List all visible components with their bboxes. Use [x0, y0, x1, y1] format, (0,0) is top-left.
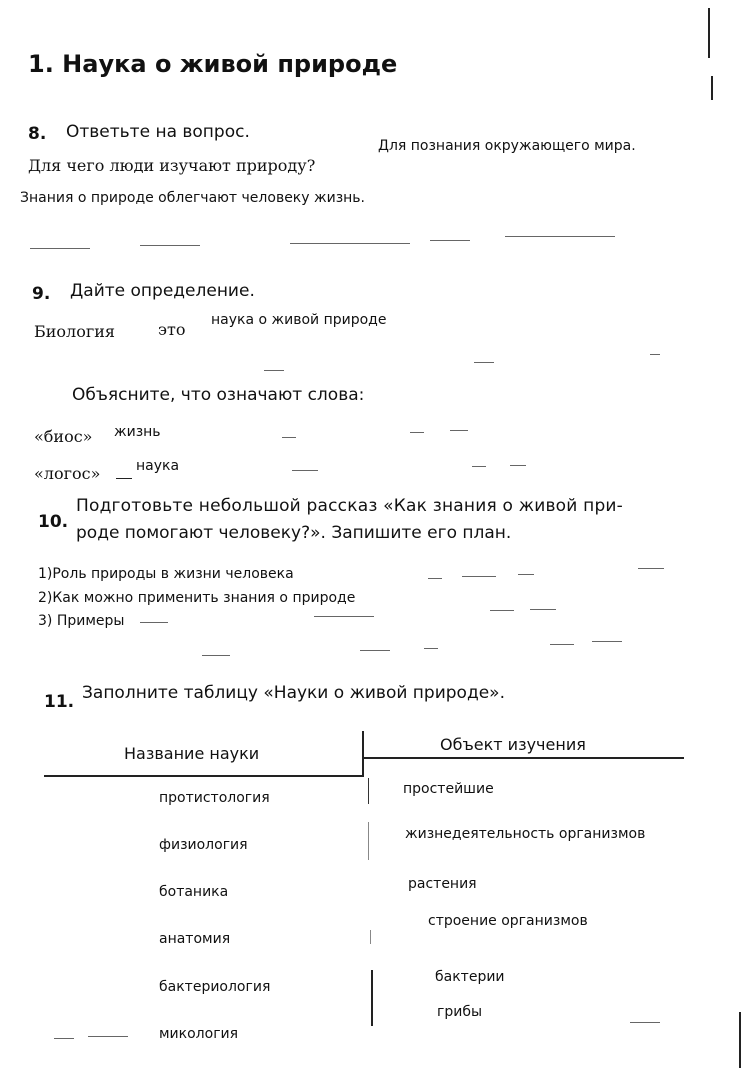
- answer-line: [510, 465, 526, 466]
- q10-prompt-line-2: роде помогают человеку?». Запишите его план.: [76, 523, 512, 543]
- q11-prompt: Заполните таблицу «Науки о живой природе».: [82, 683, 505, 703]
- answer-line: [505, 236, 615, 237]
- answer-line: [410, 432, 424, 433]
- q9-bios-answer: жизнь: [114, 424, 161, 440]
- answer-line: [292, 470, 318, 471]
- table-row-object: растения: [408, 876, 477, 892]
- answer-line: [630, 1022, 660, 1023]
- q10-plan-item-3: 3) Примеры: [38, 613, 125, 629]
- table-row-science: протистология: [159, 790, 270, 806]
- answer-line: [140, 622, 168, 623]
- q8-answer-2: Знания о природе облегчают человеку жизнь.: [20, 190, 366, 206]
- margin-mark: [739, 1012, 741, 1068]
- answer-line: [490, 610, 514, 611]
- answer-line: [282, 437, 296, 438]
- q8-answer-1: Для познания окружающего мира.: [378, 138, 636, 154]
- answer-line: [290, 243, 410, 244]
- q8-prompt: Ответьте на вопрос.: [66, 122, 250, 142]
- table-column-divider: [371, 970, 373, 1026]
- answer-line: [88, 1036, 128, 1037]
- table-header-divider: [44, 775, 364, 777]
- table-row-science: анатомия: [159, 931, 231, 947]
- table-column-divider: [368, 822, 369, 860]
- answer-line: [428, 578, 442, 579]
- q10-number: 10.: [38, 512, 69, 532]
- table-row-object: жизнедеятельность организмов: [405, 826, 646, 842]
- table-row-object: грибы: [437, 1004, 483, 1020]
- answer-line: [202, 655, 230, 656]
- table-row-science: бактериология: [159, 979, 271, 995]
- table-row-science: ботаника: [159, 884, 229, 900]
- q9-definition: наука о живой природе: [211, 312, 387, 328]
- table-header-object: Объект изучения: [440, 735, 586, 754]
- margin-mark: [711, 76, 713, 100]
- answer-line: [592, 641, 622, 642]
- page-title: 1. Наука о живой природе: [28, 50, 398, 78]
- q10-prompt-line-1: Подготовьте небольшой рассказ «Как знания о живой при-: [76, 496, 624, 516]
- answer-line: [424, 648, 438, 649]
- q9-dash-word: это: [158, 320, 186, 339]
- q9-explain-prompt: Объясните, что означают слова:: [72, 385, 365, 405]
- table-column-divider: [362, 731, 364, 775]
- table-row-science: физиология: [159, 837, 248, 853]
- q9-logos-answer: наука: [136, 458, 180, 474]
- answer-line: [474, 362, 494, 363]
- table-row-science: микология: [159, 1026, 239, 1042]
- q8-number: 8.: [28, 124, 47, 144]
- table-header-divider: [364, 757, 684, 759]
- answer-line: [140, 245, 200, 246]
- answer-line: [550, 644, 574, 645]
- answer-line: [116, 478, 132, 479]
- table-column-divider: [368, 778, 369, 804]
- answer-line: [518, 574, 534, 575]
- answer-line: [450, 430, 468, 431]
- answer-line: [650, 354, 660, 355]
- answer-line: [430, 240, 470, 241]
- answer-line: [54, 1038, 74, 1039]
- table-row-object: строение организмов: [428, 913, 588, 929]
- margin-mark: [708, 8, 710, 58]
- answer-line: [30, 248, 90, 249]
- q10-plan-item-2: 2)Как можно применить знания о природе: [38, 590, 356, 606]
- q11-number: 11.: [44, 692, 75, 712]
- answer-line: [264, 370, 284, 371]
- q9-term: Биология: [34, 322, 115, 341]
- answer-line: [462, 576, 496, 577]
- answer-line: [530, 609, 556, 610]
- table-header-science: Название науки: [124, 744, 260, 763]
- answer-line: [314, 616, 374, 617]
- table-column-divider: [370, 930, 371, 944]
- q9-number: 9.: [32, 284, 51, 304]
- answer-line: [472, 466, 486, 467]
- table-row-object: бактерии: [435, 969, 505, 985]
- q9-prompt: Дайте определение.: [70, 281, 255, 301]
- answer-line: [360, 650, 390, 651]
- q8-question: Для чего люди изучают природу?: [28, 156, 316, 175]
- q9-bios-label: «биос»: [34, 427, 93, 446]
- table-row-object: простейшие: [403, 781, 494, 797]
- q9-logos-label: «логос»: [34, 464, 101, 483]
- q10-plan-item-1: 1)Роль природы в жизни человека: [38, 566, 294, 582]
- answer-line: [638, 568, 664, 569]
